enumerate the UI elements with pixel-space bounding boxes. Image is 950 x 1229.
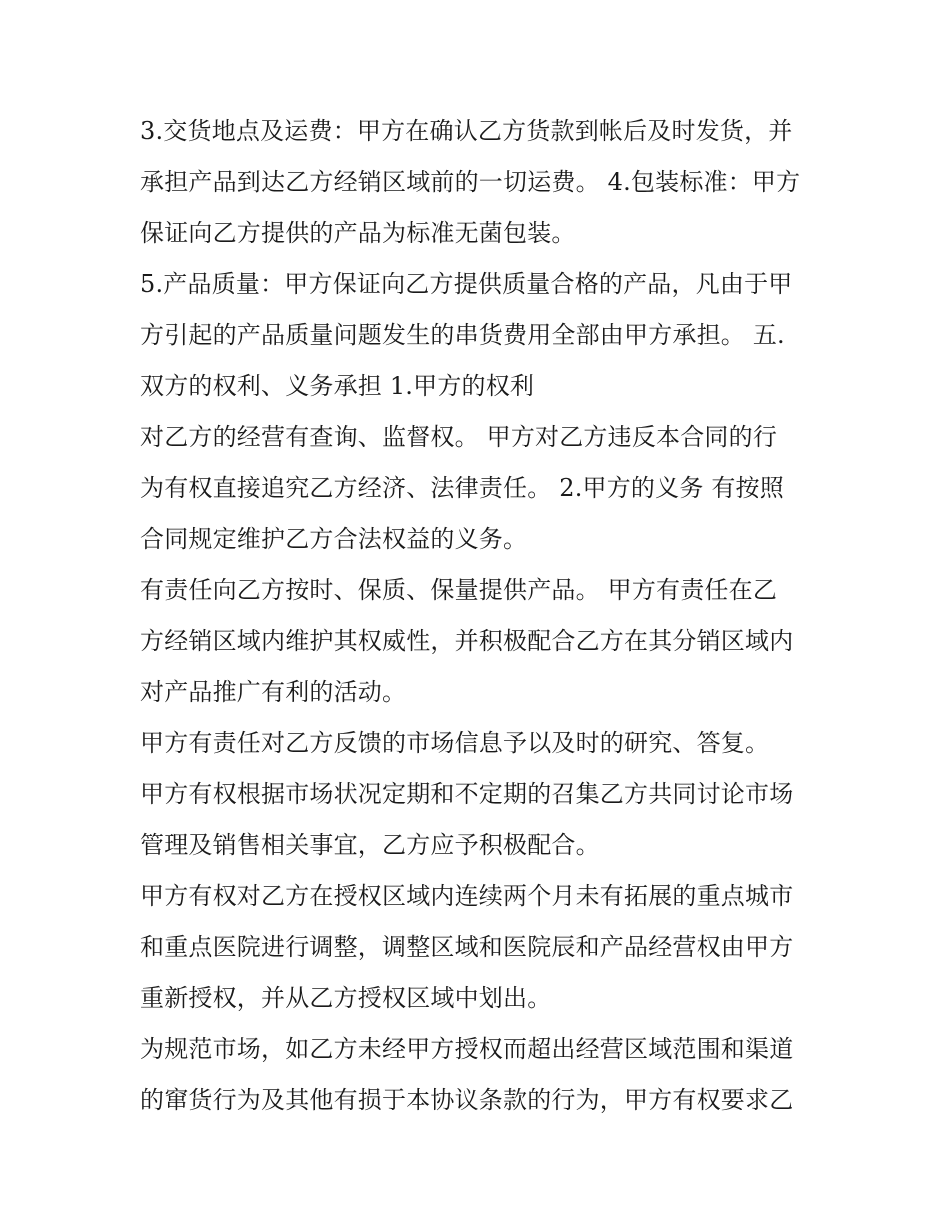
text-line: 对乙方的经营有查询、监督权。 甲方对乙方违反本合同的行 bbox=[140, 423, 778, 451]
text-line: 为有权直接追究乙方经济、法律责任。 2.甲方的义务 有按照 bbox=[140, 474, 784, 502]
text-line: 管理及销售相关事宜，乙方应予积极配合。 bbox=[140, 831, 600, 859]
text-line: 重新授权，并从乙方授权区域中划出。 bbox=[140, 984, 552, 1012]
text-line: 5.产品质量：甲方保证向乙方提供质量合格的产品，凡由于甲 bbox=[140, 270, 793, 298]
text-line: 合同规定维护乙方合法权益的义务。 bbox=[140, 525, 528, 553]
text-line: 双方的权利、义务承担 1.甲方的权利 bbox=[140, 372, 535, 400]
text-line: 甲方有权根据市场状况定期和不定期的召集乙方共同讨论市场 bbox=[140, 780, 794, 808]
text-line: 的窜货行为及其他有损于本协议条款的行为，甲方有权要求乙 bbox=[140, 1086, 794, 1114]
text-line: 和重点医院进行调整，调整区域和医院辰和产品经营权由甲方 bbox=[140, 933, 794, 961]
document-body bbox=[140, 106, 820, 1126]
text-line: 承担产品到达乙方经销区域前的一切运费。 4.包装标准：甲方 bbox=[140, 168, 801, 196]
text-line: 保证向乙方提供的产品为标准无菌包装。 bbox=[140, 219, 576, 247]
text-line: 3.交货地点及运费：甲方在确认乙方货款到帐后及时发货，并 bbox=[140, 117, 793, 145]
text-line: 对产品推广有利的活动。 bbox=[140, 678, 407, 706]
text-line: 方引起的产品质量问题发生的串货费用全部由甲方承担。 五. bbox=[140, 321, 785, 349]
text-line: 甲方有权对乙方在授权区域内连续两个月未有拓展的重点城市 bbox=[140, 882, 794, 910]
text-line: 有责任向乙方按时、保质、保量提供产品。 甲方有责任在乙 bbox=[140, 576, 778, 604]
text-line: 甲方有责任对乙方反馈的市场信息予以及时的研究、答复。 bbox=[140, 729, 770, 757]
text-line: 为规范市场，如乙方未经甲方授权而超出经营区域范围和渠道 bbox=[140, 1035, 794, 1063]
text-line: 方经销区域内维护其权威性，并积极配合乙方在其分销区域内 bbox=[140, 627, 794, 655]
